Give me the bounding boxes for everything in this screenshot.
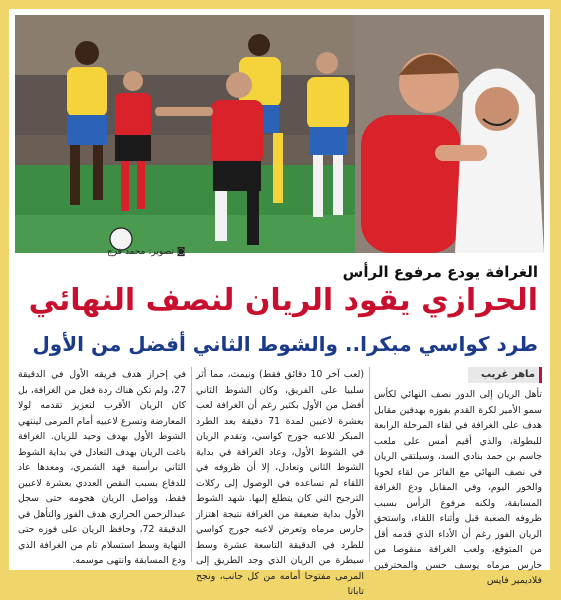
headline: الحرازي يقود الريان لنصف النهائي bbox=[28, 283, 538, 318]
kicker: الغرافة يودع مرفوع الرأس bbox=[342, 263, 538, 281]
match-photo-illustration bbox=[15, 15, 544, 253]
column-divider bbox=[369, 367, 370, 562]
photo-credit bbox=[107, 247, 185, 257]
byline: ماهر غريب bbox=[468, 367, 542, 383]
newspaper-page bbox=[9, 9, 550, 597]
article-column-3: في إحراز هدف فريقه الأول في الدقيقة 27، ولم تكن هناك ردة فعل من الغرافة، بل كان الريان الأقرب لتعزيز تقدمه لولا المعارضة وتسرع لاعبيه أمام المرمى لينتهي الشوط الأول بهدف وحيد للريان. الغرافة باغت الريان بهدف التعادل في بداية الشوط الثاني برأسية فهد الشمري، ومعدها عاد للدفاع بسبب النقص العددي بعشرة لاعبين فقط، وواصل الريان هجومه حتى سجل عبدالرحمن الحرازي هدف الفوز والتأهل في الدقيقة 72، وحافظ الريان على فوزه حتى النهاية وسط استسلام تام من الغرافة الذي ودع المسابقة وانتهى موسمه. bbox=[18, 369, 186, 566]
camera-icon: ◙ bbox=[176, 247, 186, 257]
article-column-2: (لعب آخر 10 دقائق فقط) ونيمث، مما أثر سلبيا على الفريق، وكان الشوط الثاني أفضل من الأول بكثير رغم أن الغرافة لعب بعشرة لاعبين لمدة 71 دقيقة بعد الطرد المبكر للاعبه جورج كواسي، وتقدم الريان في الشوط الأول، وعاد الغرافة في بداية الشوط الثاني وتعادل، إلا أن ظروفه في اللقاء لم تساعده في الوصول إلى ركلات الترجيح التي كان يتطلع إليها. شهد الشوط الأول بداية ضعيفة من الغرافة نتيجة اهتزاز حارس مرماه وتعرض لاعبه جورج كواسي للطرد في الدقيقة التاسعة عشرة وسط سيطرة من الريان الذي وجد الطريق إلى المرمى مفتوحا أمامه من كل جانب، ونجح تاباتا bbox=[196, 369, 364, 597]
subheadline: طرد كواسي مبكرا.. والشوط الثاني أفضل من الأول bbox=[32, 332, 538, 356]
match-photo bbox=[15, 15, 544, 257]
article-column-1: تأهل الريان إلى الدور نصف النهائي لكأس سمو الأمير لكرة القدم بفوزه بهدفين مقابل هدف على الغرافة في لقاء المرحلة الرابعة للبطولة، والذي أقيم أمس على ملعب جاسم بن حمد بنادي السد، وسيلتقي الريان في نصف النهائي مع الفائز من لقاء لخويا والخور اليوم، وفي المقابل ودع الغرافة المسابقة، ولكنه مرفوع الرأس بسبب ظروفه الصعبة قبل وأثناء اللقاء، واستحق الريان الفوز رغم أن الأداء الذي قدمه أقل من المتوقع، ولعب الغرافة منقوصا من حارس مرماه يوسف حسن والمحترفين فلاديمير فايس bbox=[374, 389, 542, 586]
column-divider bbox=[191, 367, 192, 562]
article-body bbox=[17, 367, 542, 597]
photo-credit-text: تصوير: محمد فرج bbox=[107, 247, 174, 257]
